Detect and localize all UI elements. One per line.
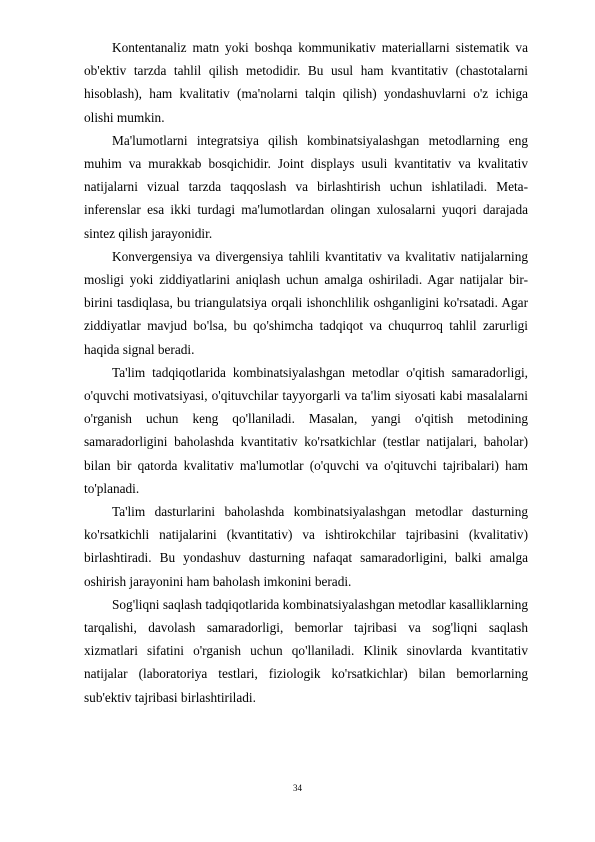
paragraph: Sog'liqni saqlash tadqiqotlarida kombinatsiyalashgan metodlar kasalliklarning tarqalishi, davolash samaradorligi, bemorlar tajribasi va sog'liqni saqlash xizmatlari sifatini o'rganish uchun qo'llaniladi. Klinik sinovlarda kvantitativ natijalar (laboratoriya testlari, fiziologik ko'rsatkichlar) bilan bemorlarning sub'ektiv tajribasi birlashtiriladi. xyxy=(84,596,528,705)
page-body xyxy=(84,36,528,709)
paragraph: Ma'lumotlarni integratsiya qilish kombinatsiyalashgan metodlarning eng muhim va murakkab bosqichidir. Joint displays usuli kvantitativ va kvalitativ natijalarni vizual tarzda taqqoslash va birlashtirish uchun ishlatiladi. Meta-inferenslar esa ikki turdagi ma'lumotlardan olingan xulosalarni yuqori darajada sintez qilish jarayonidir. xyxy=(84,132,528,241)
paragraph: Ta'lim dasturlarini baholashda kombinatsiyalashgan metodlar dasturning ko'rsatkichli natijalarini (kvantitativ) va ishtirokchilar tajribasini (kvalitativ) birlashtiradi. Bu yondashuv dasturning nafaqat samaradorligini, balki amalga oshirish jarayonini ham baholash imkonini beradi. xyxy=(84,504,528,589)
paragraph: Kontentanaliz matn yoki boshqa kommunikativ materiallarni sistematik va ob'ektiv tarzda tahlil qilish metodidir. Bu usul ham kvantitativ (chastotalarni hisoblash), ham kvalitativ (ma'nolarni talqin qilish) yondashuvlarni o'z ichiga olishi mumkin. xyxy=(84,40,528,125)
page-number: 34 xyxy=(293,783,302,793)
paragraph: Konvergensiya va divergensiya tahlili kvantitativ va kvalitativ natijalarning mosligi yoki ziddiyatlarini aniqlash uchun amalga oshiriladi. Agar natijalar bir-birini tasdiqlasa, bu triangulatsiya orqali ishonchlilik oshganligini ko'rsatadi. Agar ziddiyatlar mavjud bo'lsa, bu qo'shimcha tadqiqot va chuqurroq tahlil zarurligi haqida signal beradi. xyxy=(84,248,528,357)
paragraph: Ta'lim tadqiqotlarida kombinatsiyalashgan metodlar o'qitish samaradorligi, o'quvchi motivatsiyasi, o'qituvchilar tayyorgarli va ta'lim siyosati kabi masalalarni o'rganish uchun keng qo'llaniladi. Masalan, yangi o'qitish metodining samaradorligini baholashda kvantitativ ko'rsatkichlar (testlar natijalari, baholar) bilan bir qatorda kvalitativ ma'lumotlar (o'quvchi va o'qituvchi tajribalari) ham to'planadi. xyxy=(84,364,528,496)
